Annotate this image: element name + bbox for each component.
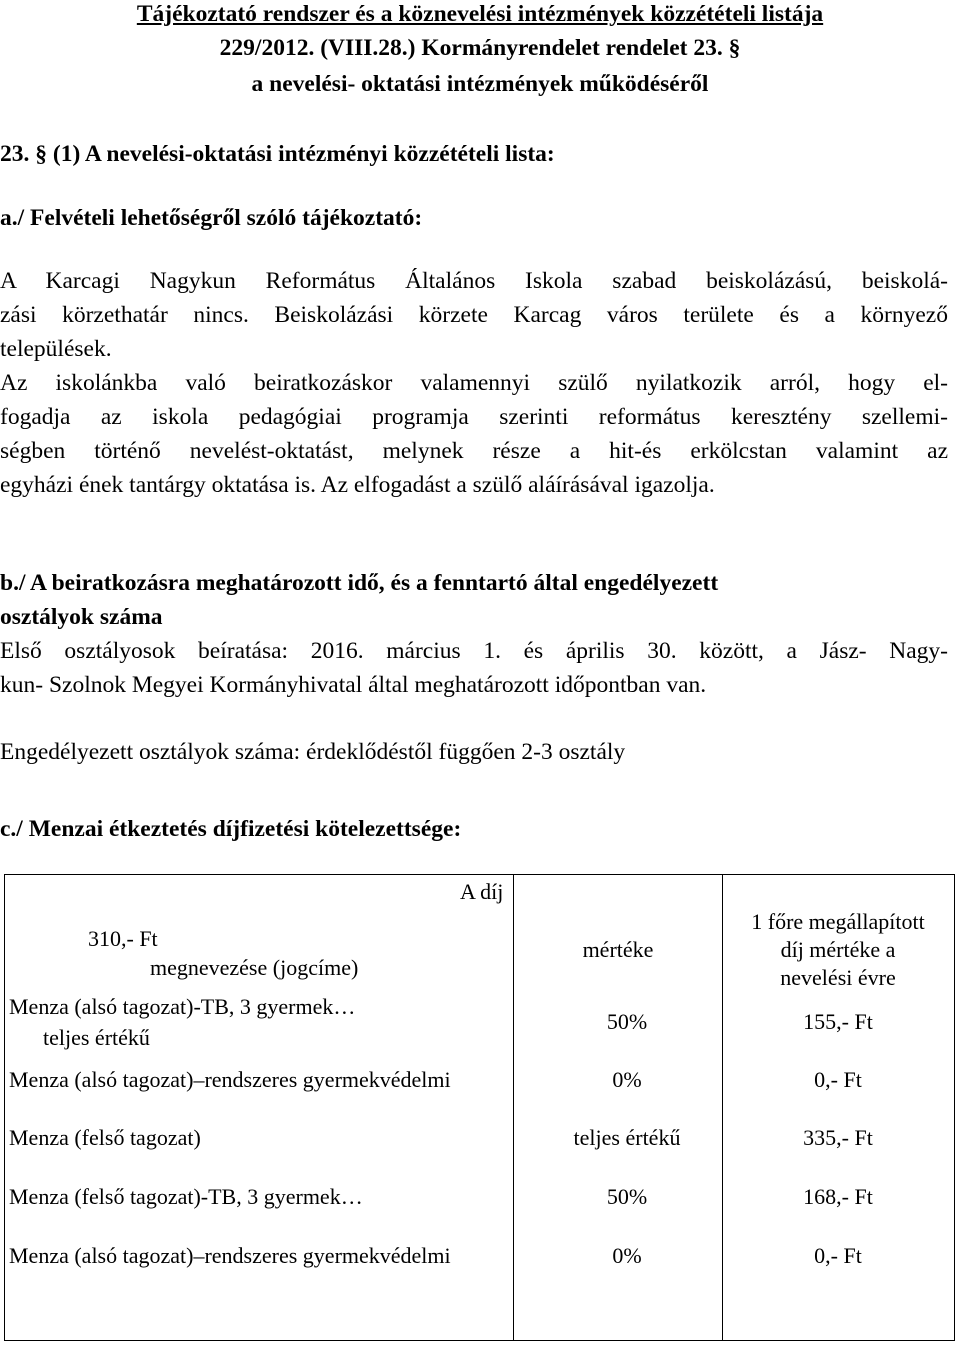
table-row-rate: 50% xyxy=(606,1184,648,1209)
section-b-classes: Engedélyezett osztályok száma: érdeklődéstől függően 2-3 osztály xyxy=(0,739,626,765)
table-row-name: Menza (felső tagozat)-TB, 3 gyermek… xyxy=(9,1184,363,1209)
section-a-line: zási körzethatár nincs. Beiskolázási körzete Karcag város területe és a környező xyxy=(0,302,948,328)
table-row-name: teljes értékű xyxy=(43,1025,150,1050)
section-intro: 23. § (1) A nevelési-oktatási intézményi közzétételi lista: xyxy=(0,141,555,167)
section-a-line: A Karcagi Nagykun Református Általános Iskola szabad beiskolázású, beiskolá- xyxy=(0,268,948,294)
section-b-line: Első osztályosok beíratása: 2016. március 1. és április 30. között, a Jász- Nagy- xyxy=(0,638,948,664)
section-a-line: fogadja az iskola pedagógiai programja szerinti református keresztény szellemi- xyxy=(0,404,948,430)
table-header-fee: A díj xyxy=(460,879,504,904)
table-row-rate: 0% xyxy=(612,1067,642,1092)
table-row-name: Menza (alsó tagozat)–rendszeres gyermekvédelmi xyxy=(9,1243,451,1268)
table-row-amount: 335,- Ft xyxy=(803,1125,873,1150)
fee-table xyxy=(4,874,955,1341)
section-b-line: kun- Szolnok Megyei Kormányhivatal által meghatározott időpontban van. xyxy=(0,672,707,698)
section-a-line: egyházi ének tantárgy oktatása is. Az elfogadást a szülő aláírásával igazolja. xyxy=(0,472,715,498)
section-c-heading: c./ Menzai étkeztetés díjfizetési kötelezettsége: xyxy=(0,816,462,842)
table-header-name: megnevezése (jogcíme) xyxy=(150,955,359,980)
table-row-amount: 168,- Ft xyxy=(803,1184,873,1209)
table-row-amount: 0,- Ft xyxy=(814,1243,862,1268)
table-row-name: Menza (alsó tagozat)-TB, 3 gyermek… xyxy=(9,994,356,1019)
document-title-line2: 229/2012. (VIII.28.) Kormányrendelet rendelet 23. § xyxy=(219,35,741,61)
table-row-rate: teljes értékű xyxy=(573,1125,681,1150)
table-row-rate: 0% xyxy=(612,1243,642,1268)
section-b-heading: b./ A beiratkozásra meghatározott idő, és a fenntartó által engedélyezett xyxy=(0,570,719,596)
section-a-line: Az iskolánkba való beiratkozáskor valamennyi szülő nyilatkozik arról, hogy el- xyxy=(0,370,948,396)
document-title-line1: Tájékoztató rendszer és a köznevelési intézmények közzétételi listája xyxy=(136,1,824,27)
table-header-per-person: nevelési évre xyxy=(780,965,896,990)
section-a-line: települések. xyxy=(0,336,112,362)
table-row-name: Menza (alsó tagozat)–rendszeres gyermekvédelmi xyxy=(9,1067,451,1092)
section-a-heading: a./ Felvételi lehetőségről szóló tájékoztató: xyxy=(0,205,423,231)
section-a-line: ségben történő nevelést-oktatást, melynek része a hit-és erkölcstan valamint az xyxy=(0,438,948,464)
table-header-rate: mértéke xyxy=(582,937,654,962)
section-b-heading-cont: osztályok száma xyxy=(0,604,163,630)
table-header-per-person: 1 főre megállapított xyxy=(751,909,925,934)
table-row-amount: 0,- Ft xyxy=(814,1067,862,1092)
document-title-line3: a nevelési- oktatási intézmények működéséről xyxy=(251,71,709,97)
table-header-price: 310,- Ft xyxy=(88,926,158,951)
table-row-rate: 50% xyxy=(606,1009,648,1034)
table-row-name: Menza (felső tagozat) xyxy=(9,1125,201,1150)
table-header-per-person: díj mértéke a xyxy=(780,937,896,962)
table-row-amount: 155,- Ft xyxy=(803,1009,873,1034)
